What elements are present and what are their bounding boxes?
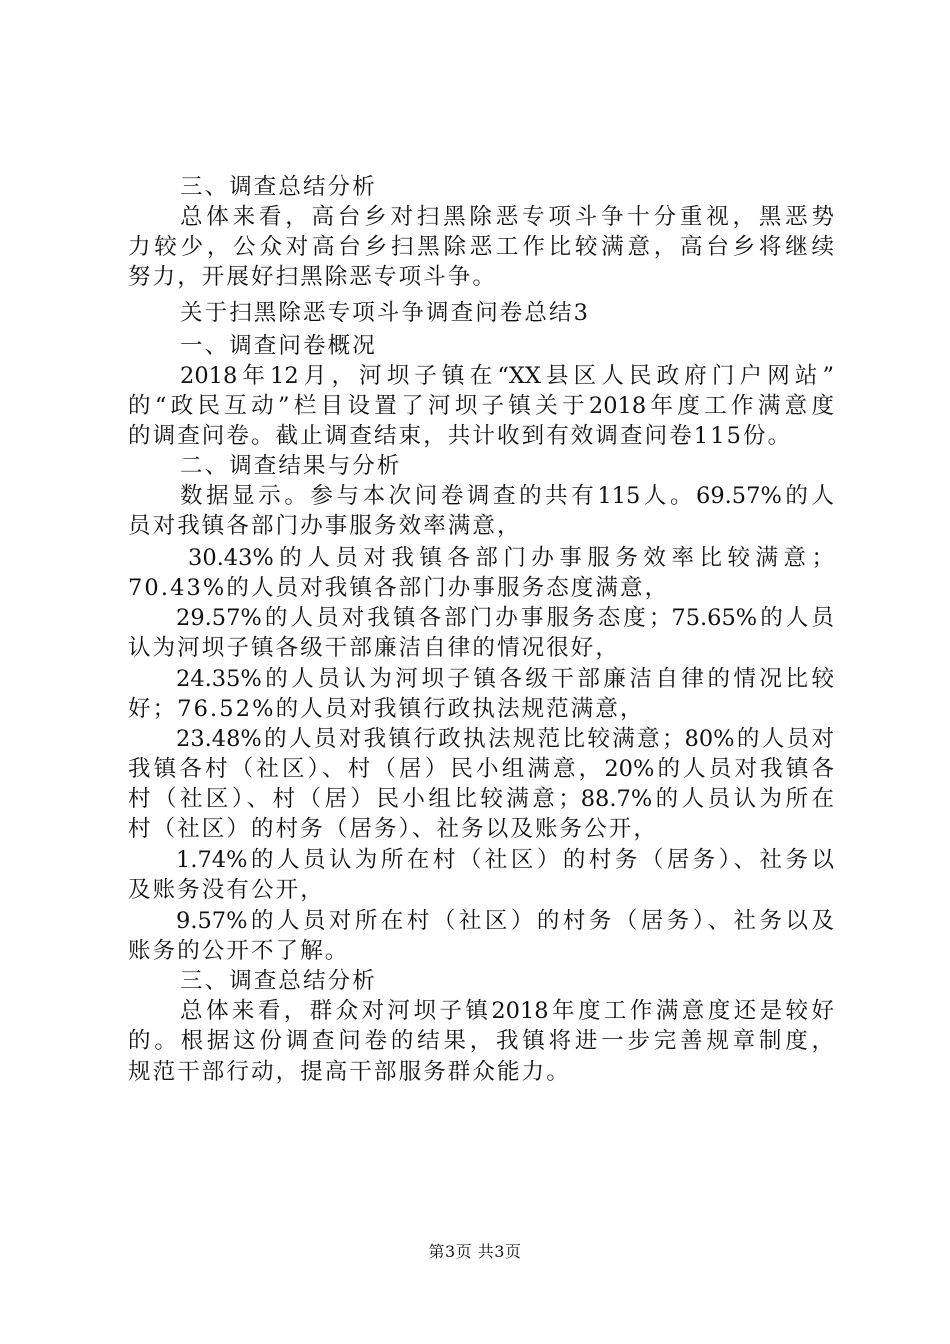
paragraph-line: 数据显示。参与本次问卷调查的共有115人。69.57%的人 (180, 483, 834, 509)
document-subtitle: 关于扫黑除恶专项斗争调查问卷总结3 (180, 300, 591, 326)
paragraph-line: 我镇各村（社区）、村（居）民小组满意，20%的人员对我镇各 (128, 756, 834, 782)
paragraph-line: 2018年12月，河坝子镇在“XX县区人民政府门户网站” (180, 363, 834, 389)
paragraph-line: 村（社区）的村务（居务）、社务以及账务公开， (128, 816, 658, 842)
section-heading: 二、调查结果与分析 (180, 453, 402, 479)
paragraph-line: 总体来看，群众对河坝子镇2018年度工作满意度还是较好 (180, 998, 834, 1024)
section-heading: 三、调查总结分析 (180, 968, 377, 994)
paragraph-line: 的调查问卷。截止调查结束，共计收到有效调查问卷115份。 (128, 423, 793, 449)
paragraph-line: 账务的公开不了解。 (128, 938, 350, 964)
paragraph-line: 30.43%的人员对我镇各部门办事服务效率比较满意； (188, 545, 834, 571)
paragraph-line: 力较少，公众对高台乡扫黑除恶工作比较满意，高台乡将继续 (128, 234, 834, 260)
paragraph-line: 23.48%的人员对我镇行政执法规范比较满意；80%的人员对 (176, 726, 834, 752)
section-heading: 一、调查问卷概况 (180, 333, 377, 359)
paragraph-line: 总体来看，高台乡对扫黑除恶专项斗争十分重视，黑恶势 (180, 204, 834, 230)
paragraph-line: 认为河坝子镇各级干部廉洁自律的情况很好， (128, 635, 621, 661)
paragraph-line: 规范干部行动，提高干部服务群众能力。 (128, 1059, 571, 1085)
paragraph-line: 好；76.52%的人员对我镇行政执法规范满意， (128, 696, 645, 722)
paragraph-line: 及账务没有公开， (128, 877, 325, 903)
paragraph-line: 9.57%的人员对所在村（社区）的村务（居务）、社务以及 (176, 908, 834, 934)
paragraph-line: 1.74%的人员认为所在村（社区）的村务（居务）、社务以 (176, 847, 834, 873)
paragraph-line: 努力，开展好扫黑除恶专项斗争。 (128, 264, 498, 290)
page-number-footer: 第3页 共3页 (428, 1242, 522, 1261)
paragraph-line: 29.57%的人员对我镇各部门办事服务态度；75.65%的人员 (176, 605, 834, 631)
paragraph-line: 的。根据这份调查问卷的结果，我镇将进一步完善规章制度， (128, 1028, 834, 1054)
paragraph-line: 70.43%的人员对我镇各部门办事服务态度满意， (128, 575, 670, 601)
section-heading: 三、调查总结分析 (180, 174, 377, 200)
paragraph-line: 村（社区）、村（居）民小组比较满意；88.7%的人员认为所在 (128, 786, 834, 812)
paragraph-line: 24.35%的人员认为河坝子镇各级干部廉洁自律的情况比较 (176, 666, 834, 692)
paragraph-line: 员对我镇各部门办事服务效率满意， (128, 513, 522, 539)
paragraph-line: 的“政民互动”栏目设置了河坝子镇关于2018年度工作满意度 (128, 393, 834, 419)
